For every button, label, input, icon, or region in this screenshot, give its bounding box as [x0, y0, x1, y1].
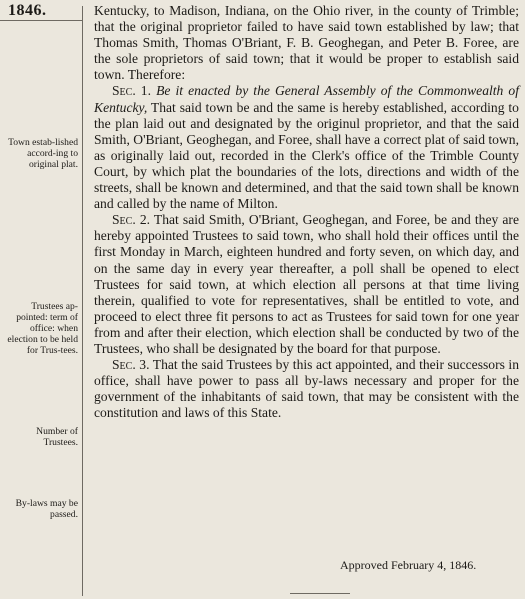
margin-note-number-of-trustees: Number of Trustees.: [36, 426, 78, 448]
margin-rule: [82, 6, 83, 596]
enacting-clause: Be it enacted by the General Assembly of the Commonwealth of Kentucky,: [94, 83, 519, 115]
section-3-label: Sec. 3.: [112, 357, 150, 373]
section-2: [94, 212, 519, 357]
section-1-label: Sec. 1.: [112, 83, 151, 99]
section-1-text: That said town be and the same is hereby established, according to the plan laid out and designated by the originul proprietor, and that the said Smith, O'Briant, Geoghegan, and Foree, shall have a correct plat of said town, as originally laid out, recorded in the Clerk's office of the Trimble County Court, by which plat the boundaries of the lots, directions and width of the streets, shall be known and determined, and that the said town shall be known and called by the name of Milton.: [94, 99, 519, 212]
header-rule: [0, 20, 82, 21]
section-2-label: Sec. 2.: [112, 212, 151, 228]
margin-note-trustees-appointed: Trustees ap-pointed: term of office: when election to be held for Trus-tees.: [7, 301, 78, 356]
margin-note-bylaws: By-laws may be passed.: [15, 498, 78, 520]
section-3-text: That the said Trustees by this act appointed, and their successors in office, shall have power to pass all by-laws necessary and proper for the government of the inhabitants of said town, that may be consistent with the constitution and laws of this State.: [94, 357, 520, 421]
section-2-text: That said Smith, O'Briant, Geoghegan, and Foree, be and they are hereby appointed Trustees to said town, who shall hold their offices until the first Monday in March, eighteen hundred and forty seven, on which day, and on the same day in every year thereafter, a poll shall be opened to elect Trustees for said town, at which election all persons at that time living therein, qualified to vote for representatives, shall be entitled to vote, and proceed to elect three fit persons to act as Trustees for said town for one year from and after their election, which election shall be conducted by two of the Trustees, who shall be designated by the board for that purpose.: [94, 212, 519, 356]
page-year: 1846.: [8, 2, 47, 19]
footer-rule: [290, 593, 350, 594]
approval-date: Approved February 4, 1846.: [340, 558, 477, 572]
act-body: [94, 3, 519, 421]
section-1: [94, 83, 519, 212]
section-3: [94, 357, 519, 421]
margin-note-town-established: Town estab-lished accord-ing to original plat.: [8, 137, 78, 170]
preamble-paragraph: Kentucky, to Madison, Indiana, on the Ohio river, in the county of Trimble; that the original proprietor failed to have said town established by law; that Thomas Smith, Thomas O'Briant, F. B. Geoghegan, and Peter B. Foree, are the sole proprietors of said town; that it would be proper to establish said town. Therefore:: [94, 3, 519, 83]
